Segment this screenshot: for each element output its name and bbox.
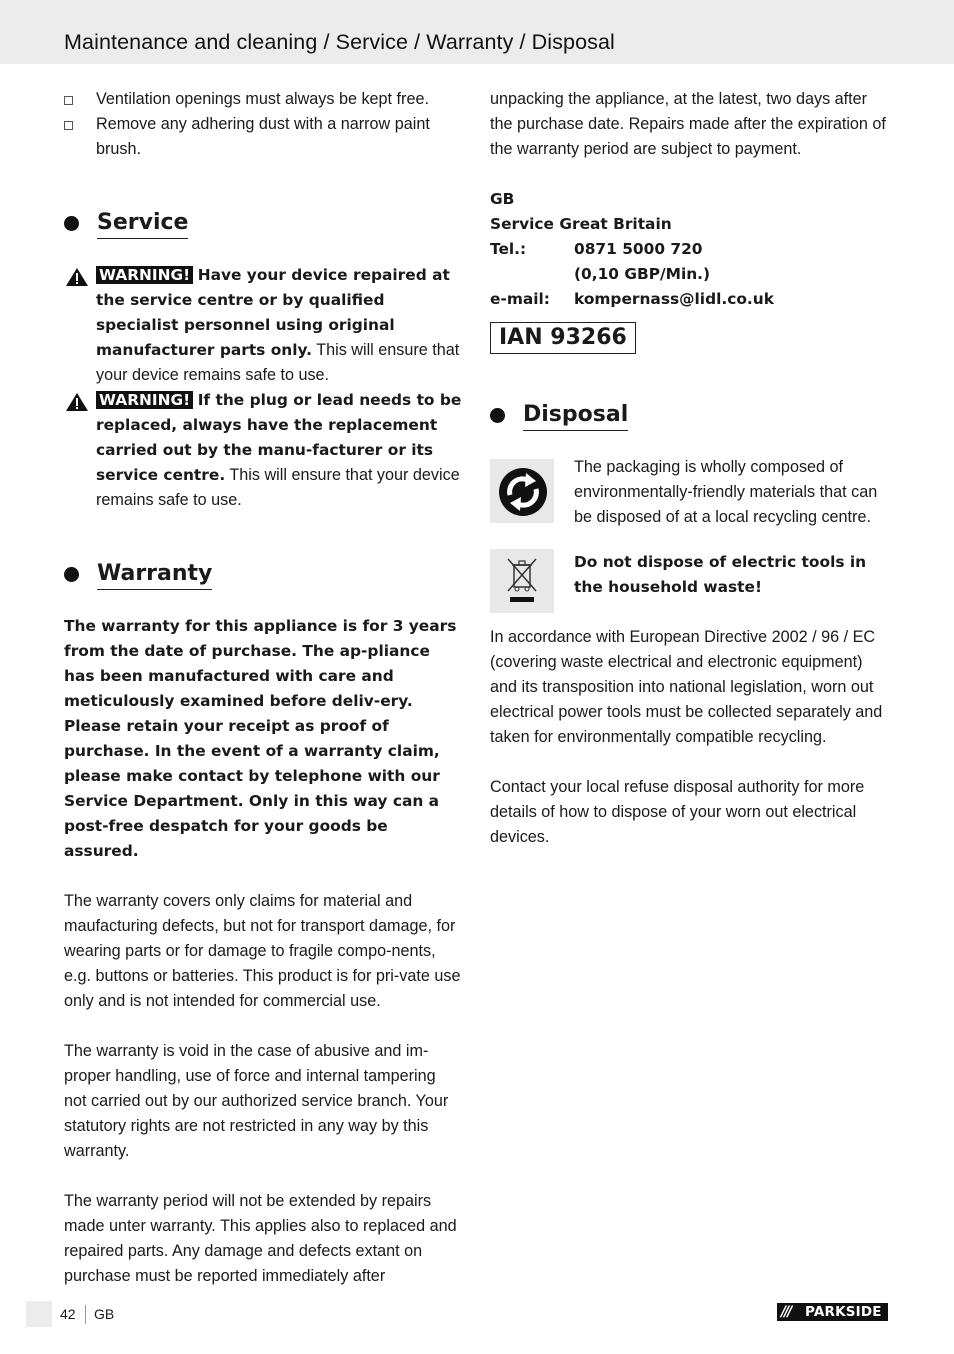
packaging-text: The packaging is wholly composed of environmentally-friendly materials that can be disposed of at a local recycling centre.: [574, 458, 878, 526]
warning-block: WARNING! If the plug or lead needs to be replaced, always have the replacement carried out by the manu-facturer or its service centre. This will ensure that your device remains safe to use.: [64, 388, 462, 513]
footer-marker: [26, 1301, 52, 1327]
square-bullet-icon: [64, 96, 73, 105]
bullet-item: Ventilation openings must always be kept free.: [64, 87, 462, 112]
service-country: GB: [490, 190, 515, 208]
warning-triangle-icon: [65, 392, 89, 412]
page-title: Maintenance and cleaning / Service / Warranty / Disposal: [64, 30, 615, 54]
email-value: kompernass@lidl.co.uk: [574, 290, 774, 308]
warranty-paragraph: The warranty period will not be extended by repairs made unter warranty. This applies also to replaced and repaired parts. Any damage and defects extant on purchase must be reported immediately after: [64, 1192, 457, 1285]
tel-value: 0871 5000 720: [574, 240, 703, 258]
crossed-bin-icon: [490, 549, 554, 613]
bullet-dot-icon: [490, 408, 505, 423]
bullet-dot-icon: [64, 567, 79, 582]
footer-divider: [85, 1305, 86, 1324]
warranty-paragraph: The warranty covers only claims for material and maufacturing defects, but not for transport damage, for wearing parts or for damage to fragile compo-nents, e.g. buttons or batteries. This product is for pri-vate use only and is not intended for commercial use.: [64, 892, 461, 1010]
weee-note: [490, 550, 890, 625]
logo-text: PARKSIDE: [805, 1304, 882, 1320]
warning-triangle-icon: [65, 267, 89, 287]
disposal-paragraph: Contact your local refuse disposal authority for more details of how to dispose of your worn out electrical devices.: [490, 778, 865, 846]
email-label: e-mail:: [490, 290, 550, 308]
packaging-note: [490, 455, 890, 530]
warning-tag: WARNING!: [96, 391, 193, 409]
page-header: [0, 0, 954, 64]
service-heading: Service: [64, 209, 462, 239]
bullet-dot-icon: [64, 216, 79, 231]
bullet-item: Remove any adhering dust with a narrow paint brush.: [64, 112, 462, 162]
right-column: [490, 87, 890, 850]
page-number: 42: [60, 1306, 76, 1322]
warning-tag: WARNING!: [96, 266, 193, 284]
parkside-logo: [777, 1303, 888, 1321]
tel-rate: (0,10 GBP/Min.): [574, 265, 711, 283]
warranty-heading: Warranty: [64, 560, 462, 590]
logo-slashes: ///: [781, 1304, 791, 1320]
left-column: [64, 87, 462, 1289]
service-contact-table: [490, 237, 774, 312]
warning-block: WARNING! Have your device repaired at the service centre or by qualified specialist personnel using original manufacturer parts only. This will ensure that your device remains safe to use.: [64, 263, 462, 388]
service-name: Service Great Britain: [490, 215, 672, 233]
tel-label: Tel.:: [490, 240, 527, 258]
disposal-paragraph: In accordance with European Directive 2002 / 96 / EC (covering waste electrical and electronic equipment) and its transposition into national legislation, worn out electrical power tools must be collected separately and taken for environmentally compatible recycling.: [490, 628, 883, 746]
warranty-paragraph: The warranty is void in the case of abusive and im-proper handling, use of force and internal tampering not carried out by our authorized service branch. Your statutory rights are not restricted in any way by this warranty.: [64, 1042, 449, 1160]
disposal-heading: Disposal: [490, 401, 890, 431]
warranty-continuation: unpacking the appliance, at the latest, two days after the purchase date. Repairs made after the expiration of the warranty period are subject to payment.: [490, 90, 886, 158]
recycling-arrows-icon: [490, 459, 554, 523]
square-bullet-icon: [64, 121, 73, 130]
weee-text: Do not dispose of electric tools in the household waste!: [574, 553, 867, 596]
ian-number: IAN 93266: [490, 322, 636, 354]
warranty-bold-paragraph: The warranty for this appliance is for 3 years from the date of purchase. The ap-pliance has been manufactured with care and meticulously examined before deliv-ery. Please retain your receipt as proof of purchase. In the event of a warranty claim, please make contact by telephone with our Service Department. Only in this way can a post-free despatch for your goods be assured.: [64, 617, 457, 860]
page-language: GB: [94, 1306, 115, 1322]
